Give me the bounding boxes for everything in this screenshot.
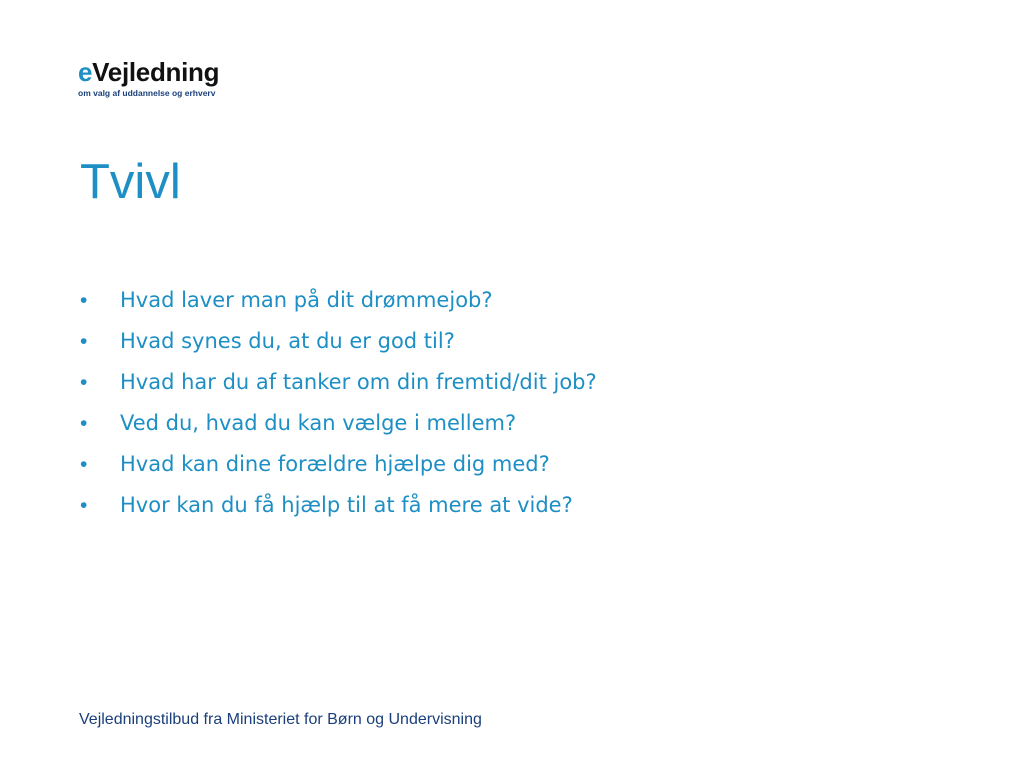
bullet-text: Ved du, hvad du kan vælge i mellem? [120,411,517,435]
logo-wordmark-prefix: e [78,57,93,87]
logo-wordmark [78,56,248,88]
bullet-text: Hvad synes du, at du er god til? [120,329,455,353]
bullet-icon: • [80,330,88,353]
evejledning-logo [78,56,248,99]
bullet-icon: • [80,494,88,517]
bullet-item [80,403,960,444]
bullet-item [80,485,960,526]
bullet-icon: • [80,289,88,312]
logo-tagline: om valg af uddannelse og erhverv [78,88,216,98]
bullet-list [80,280,960,526]
bullet-text: Hvor kan du få hjælp til at få mere at vide? [120,493,573,517]
bullet-text: Hvad laver man på dit drømmejob? [120,288,493,312]
bullet-icon: • [80,453,88,476]
bullet-item [80,321,960,362]
bullet-item [80,280,960,321]
slide-title: Tvivl [80,155,181,209]
bullet-item [80,362,960,403]
bullet-icon: • [80,412,88,435]
footer-text: Vejledningstilbud fra Ministeriet for Børn og Undervisning [79,711,482,728]
bullet-text: Hvad kan dine forældre hjælpe dig med? [120,452,550,476]
bullet-item [80,444,960,485]
logo-wordmark-rest: Vejledning [92,57,220,87]
bullet-icon: • [80,371,88,394]
bullet-text: Hvad har du af tanker om din fremtid/dit job? [120,370,597,394]
